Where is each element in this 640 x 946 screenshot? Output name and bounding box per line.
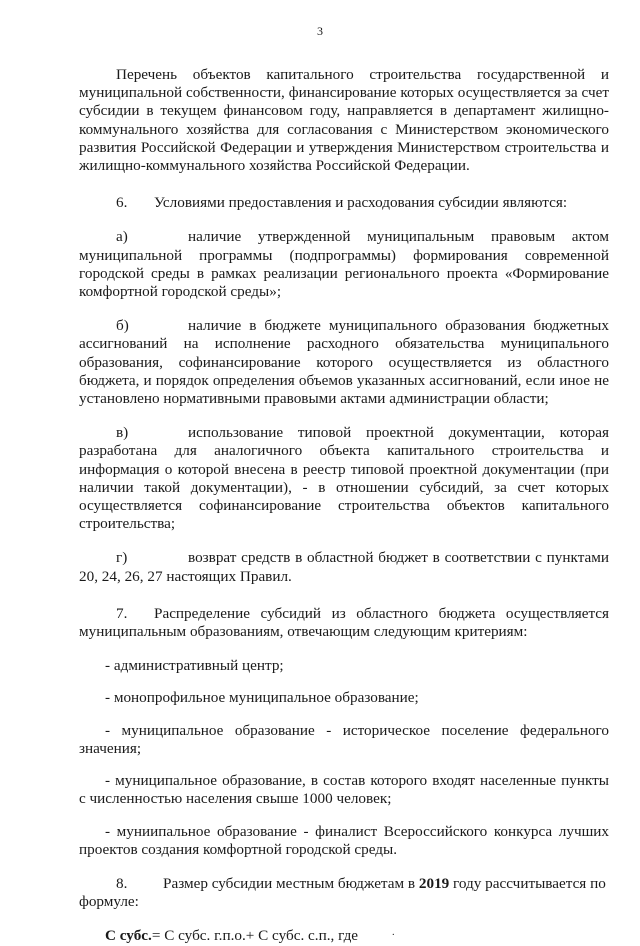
section-7-text: Распределение субсидий из областного бюджета осуществляется муниципальным образованиям, отвечающим следующим критериям:	[79, 604, 609, 641]
section-7-number: 7.	[116, 604, 128, 622]
section-7	[79, 605, 609, 641]
condition-v-label: в)	[116, 424, 129, 442]
criterion-5: - муниипальное образование - финалист Всероссийского конкурса лучших проектов создания комфортной городской среды.	[79, 822, 609, 858]
formula-rhs: = С субс. г.п.о.+ С субс. с.п., где	[151, 927, 359, 945]
condition-v-text: использование типовой проектной документации, которая разработана для аналогичного объекта капитального строительства и информация о которой внесена в реестр типовой проектной документации (при наличии такой документации), - в отношении субсидий, за счет которых осуществляется софинансирование строительства объектов капитального строительства;	[79, 424, 609, 533]
intro-paragraph: Перечень объектов капитального строительства государственной и муниципальной собственности, финансирование которых осуществляется за счет субсидии в текущем финансовом году, направляется в департамент жилищно-коммунального хозяйства для согласования с Министерством экономического развития Российской Федерации и утверждения Министерством строительства и жилищно-коммунального хозяйства Российской Федерации.	[79, 66, 609, 175]
condition-v	[79, 424, 609, 533]
section-8-year: 2019	[418, 874, 450, 892]
section-6-text: Условиями предоставления и расходования субсидии являются:	[154, 194, 568, 212]
section-6	[79, 194, 609, 212]
section-8-text-before: Размер субсидии местным бюджетам в	[163, 874, 416, 892]
condition-a-text: наличие утвержденной муниципальным правовым актом муниципальной программы (подпрограммы) формирования современной городской среды в рамках реализации регионального проекта «Формирование комфортной городской среды»;	[79, 228, 609, 301]
condition-b-label: б)	[116, 317, 129, 335]
criterion-2: - монопрофильное муниципальное образование;	[105, 689, 419, 707]
formula-mark: ·	[391, 930, 395, 942]
condition-g	[79, 549, 609, 585]
condition-g-label: г)	[116, 549, 128, 567]
criterion-4: - муниципальное образование, в состав которого входят населенные пункты с численностью населения свыше 1000 человек;	[79, 772, 609, 808]
page-number: 3	[317, 24, 323, 38]
criterion-3: - муниципальное образование - историческое поселение федерального значения;	[79, 721, 609, 757]
condition-b	[79, 317, 609, 408]
condition-g-text: возврат средств в областной бюджет в соответствии с пунктами 20, 24, 26, 27 настоящих Правил.	[79, 549, 609, 585]
condition-b-text: наличие в бюджете муниципального образования бюджетных ассигнований на исполнение расходного обязательства муниципального образования, софинансирование которого осуществляется из областного бюджета, и порядок определения объемов указанных ассигнований, если иное не установлено нормативными правовыми актами администрации области;	[79, 317, 609, 408]
criterion-1: - административный центр;	[105, 657, 284, 675]
condition-a-label: а)	[116, 228, 128, 246]
formula-lhs: С субс.	[105, 927, 152, 945]
condition-a	[79, 228, 609, 301]
document-body	[79, 66, 609, 946]
formula	[79, 927, 609, 945]
section-8	[79, 875, 609, 911]
section-8-number: 8.	[116, 874, 128, 892]
section-6-number: 6.	[116, 194, 128, 212]
section-8-text-after: году рассчитывается по формуле:	[79, 874, 606, 911]
